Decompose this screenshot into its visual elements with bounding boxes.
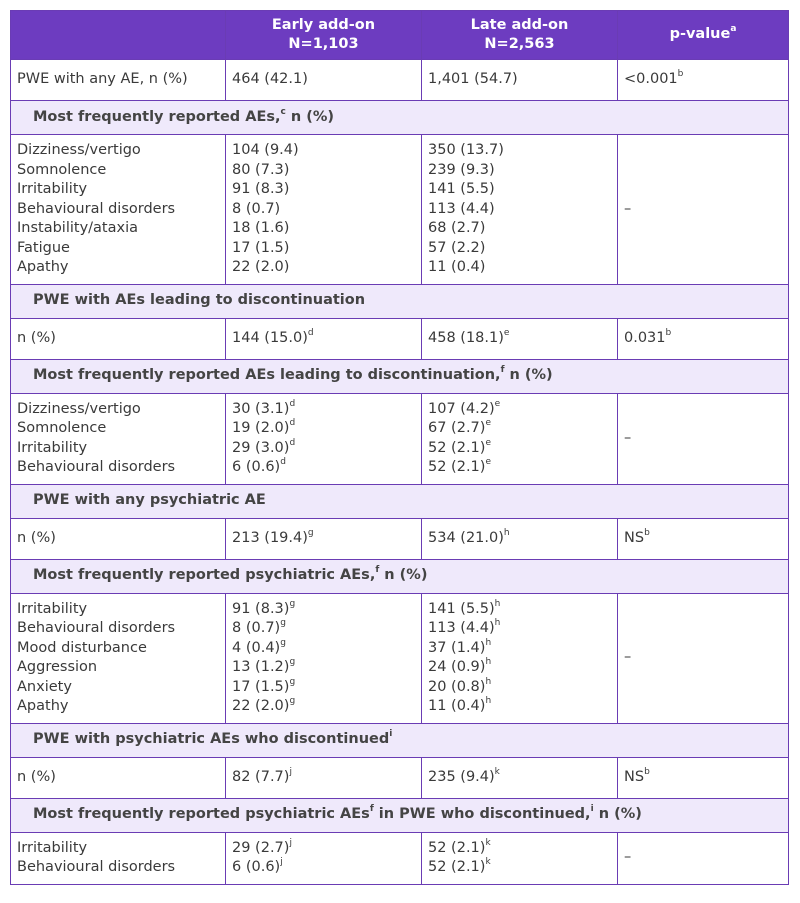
list-item: 6 $(0.6)^d$ (232, 457, 286, 475)
section-psychiatric-discontinued: PWE with psychiatric AEs who discontinued$^i$ (11, 723, 789, 757)
freq-late (422, 135, 618, 285)
section-psychiatric-aes-discontinued: Most frequently reported psychiatric AEs$^f$ in PWE who discontinued,$^i$ n (%) (11, 798, 789, 832)
table-header-row (11, 11, 789, 60)
list-item: 68 (2.7) (428, 220, 486, 236)
list-item: 11 $(0.4)^h$ (428, 696, 492, 714)
list-item: Apathy (17, 259, 69, 275)
list-item: 17 $(1.5)^g$ (232, 676, 296, 695)
table-row-any-ae (11, 60, 789, 101)
list-item: 29 $(3.0)^d$ (232, 437, 296, 456)
list-item: 6 $(0.6)^j$ (232, 857, 283, 875)
psych-label: n (%) (11, 518, 226, 559)
list-item: 22 $(2.0)^g$ (232, 696, 296, 714)
disc-freq-labels (11, 393, 226, 484)
list-item: Apathy (17, 698, 69, 714)
psych-disc-p: $NS^b$ (618, 757, 789, 798)
list-item: Irritability (17, 181, 88, 197)
section-most-frequent-aes: Most frequently reported AEs,$^c$ n (%) (11, 101, 789, 135)
freq-early (226, 135, 422, 285)
list-item: 80 (7.3) (232, 161, 290, 178)
list-item: Irritability (17, 839, 88, 856)
list-item: 52 $(2.1)^k$ (428, 857, 491, 875)
psych-disc-freq-labels (11, 832, 226, 884)
disc-late: 458 $(18.1)^e$ (422, 318, 618, 359)
psych-freq-early (226, 593, 422, 723)
list-item: Dizziness/vertigo (17, 142, 141, 158)
disc-freq-p: – (618, 393, 789, 484)
freq-p: – (618, 135, 789, 285)
list-item: 11 (0.4) (428, 259, 486, 275)
list-item: Somnolence (17, 161, 107, 178)
list-item: Somnolence (17, 420, 107, 436)
list-item: Aggression (17, 659, 98, 675)
section-aes-leading-to-discontinuation: PWE with AEs leading to discontinuation (11, 284, 789, 318)
freq-labels (11, 135, 226, 285)
table-row-psychiatric (11, 518, 789, 559)
table-row-psychiatric-discontinued (11, 757, 789, 798)
table-row-most-frequent-aes (11, 135, 789, 285)
any-ae-early: 464 (42.1) (226, 60, 422, 101)
list-item: 57 (2.2) (428, 239, 486, 256)
list-item: 104 (9.4) (232, 142, 299, 158)
header-late-add-on: Late add-on N=2,563 (422, 11, 618, 60)
list-item: 239 (9.3) (428, 161, 495, 178)
list-item: Behavioural disorders (17, 459, 176, 475)
any-ae-label: PWE with any AE, n (%) (11, 60, 226, 101)
list-item: Behavioural disorders (17, 859, 176, 875)
psych-disc-early: 82 $(7.7)^j$ (226, 757, 422, 798)
psych-disc-freq-late (422, 832, 618, 884)
disc-early: 144 $(15.0)^d$ (226, 318, 422, 359)
list-item: 8 (0.7) (232, 200, 281, 217)
list-item: 29 $(2.7)^j$ (232, 837, 292, 856)
list-item: Fatigue (17, 239, 70, 256)
section-any-psychiatric-ae: PWE with any psychiatric AE (11, 484, 789, 518)
section-most-frequent-psychiatric-aes: Most frequently reported psychiatric AEs,$^f$ n (%) (11, 559, 789, 593)
disc-p: 0.031$^b$ (618, 318, 789, 359)
header-blank (11, 11, 226, 60)
list-item: 52 $(2.1)^e$ (428, 457, 491, 475)
list-item: 24 $(0.9)^h$ (428, 657, 492, 675)
list-item: Instability/ataxia (17, 220, 138, 236)
list-item: 22 (2.0) (232, 259, 290, 275)
list-item: 19 $(2.0)^d$ (232, 418, 296, 436)
any-ae-p: <0.001$^b$ (618, 60, 789, 101)
list-item: 91 $(8.3)^g$ (232, 598, 296, 617)
list-item: 13 $(1.2)^g$ (232, 657, 296, 675)
list-item: 113 $(4.4)^h$ (428, 618, 501, 636)
table-row-psychiatric-aes-discontinued (11, 832, 789, 884)
psych-p: $NS^b$ (618, 518, 789, 559)
list-item: Irritability (17, 439, 88, 456)
table-row-most-frequent-psychiatric-aes (11, 593, 789, 723)
list-item: Irritability (17, 600, 88, 617)
list-item: 52 $(2.1)^k$ (428, 837, 491, 856)
table-row-discontinuation (11, 318, 789, 359)
list-item: Behavioural disorders (17, 200, 176, 217)
psych-freq-late (422, 593, 618, 723)
psych-freq-labels (11, 593, 226, 723)
list-item: 8 $(0.7)^g$ (232, 618, 286, 636)
list-item: 141 (5.5) (428, 181, 495, 197)
psych-disc-label: n (%) (11, 757, 226, 798)
list-item: 350 (13.7) (428, 142, 504, 158)
list-item: 113 (4.4) (428, 200, 495, 217)
list-item: 4 $(0.4)^g$ (232, 637, 286, 656)
list-item: 30 $(3.1)^d$ (232, 398, 296, 417)
list-item: Behavioural disorders (17, 620, 176, 636)
list-item: 20 $(0.8)^h$ (428, 676, 492, 695)
section-most-frequent-aes-discontinuation: Most frequently reported AEs leading to discontinuation,$^f$ n (%) (11, 359, 789, 393)
list-item: Dizziness/vertigo (17, 400, 141, 417)
list-item: 107 $(4.2)^e$ (428, 398, 501, 417)
header-p-value: p-value$^a$ (618, 11, 789, 60)
list-item: 52 $(2.1)^e$ (428, 437, 491, 456)
psych-late: 534 $(21.0)^h$ (422, 518, 618, 559)
psych-disc-freq-early (226, 832, 422, 884)
list-item: 141 $(5.5)^h$ (428, 598, 501, 617)
header-early-add-on: Early add-on N=1,103 (226, 11, 422, 60)
list-item: 91 (8.3) (232, 181, 290, 197)
table-row-most-frequent-aes-discontinuation (11, 393, 789, 484)
disc-freq-late (422, 393, 618, 484)
disc-label: n (%) (11, 318, 226, 359)
any-ae-late: 1,401 (54.7) (422, 60, 618, 101)
adverse-events-table (10, 10, 789, 885)
psych-disc-late: 235 $(9.4)^k$ (422, 757, 618, 798)
psych-freq-p: – (618, 593, 789, 723)
list-item: Mood disturbance (17, 639, 147, 656)
disc-freq-early (226, 393, 422, 484)
psych-disc-freq-p: – (618, 832, 789, 884)
list-item: 17 (1.5) (232, 239, 290, 256)
list-item: 67 $(2.7)^e$ (428, 418, 491, 436)
psych-early: 213 $(19.4)^g$ (226, 518, 422, 559)
list-item: Anxiety (17, 678, 72, 695)
list-item: 37 $(1.4)^h$ (428, 637, 492, 656)
list-item: 18 (1.6) (232, 220, 290, 236)
